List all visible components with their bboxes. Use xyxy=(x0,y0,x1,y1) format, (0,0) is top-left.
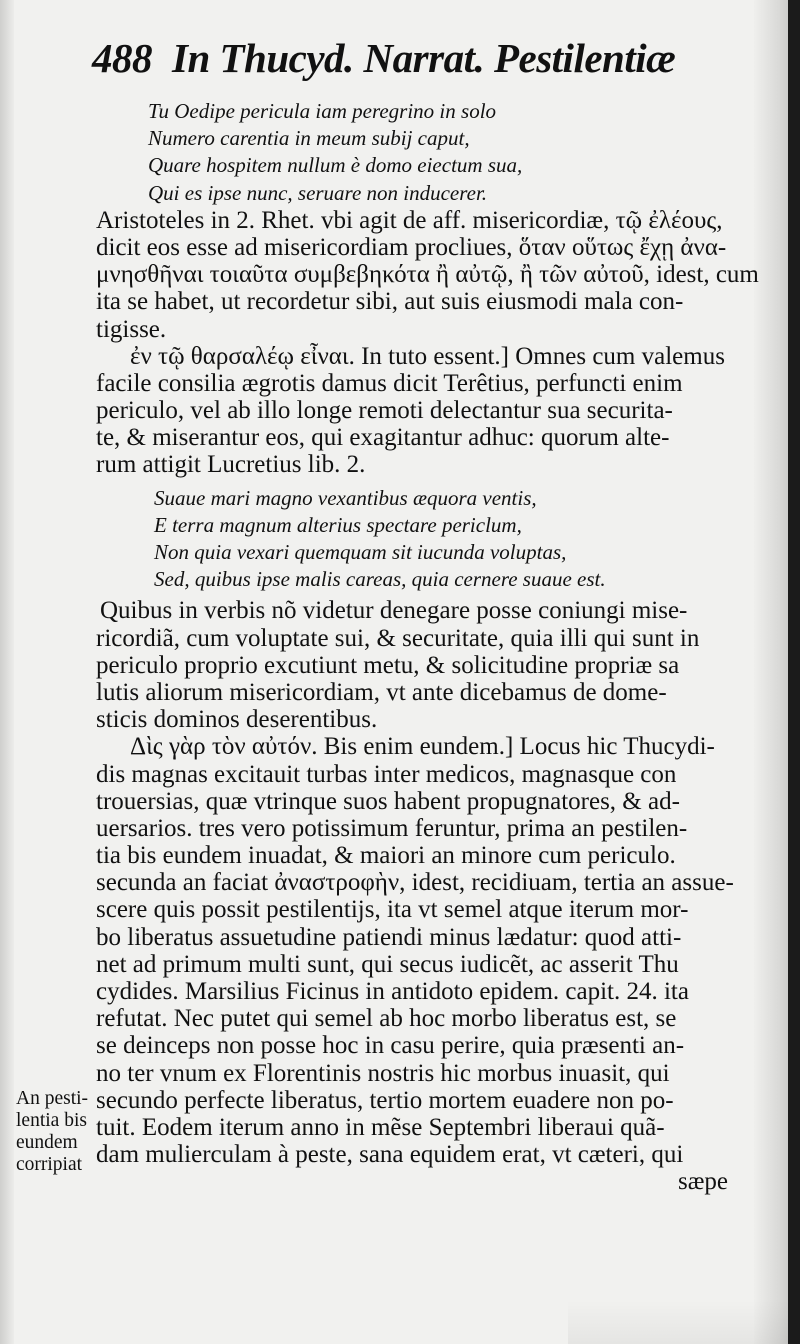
verse-line: Qui es ipse nunc, seruare non inducerer. xyxy=(148,180,488,205)
text-line: tuit. Eodem iterum anno in mẽse Septembri liberaui quã- xyxy=(96,1113,665,1141)
text-line: dam mulierculam à peste, sana equidem erat, vt cæteri, qui xyxy=(96,1141,684,1169)
catchword: sæpe xyxy=(678,1168,728,1196)
running-title: In Thucyd. Narrat. Pestilentiæ xyxy=(172,35,676,81)
text-line: ita se habet, ut recordetur sibi, aut suis eiusmodi mala con- xyxy=(96,288,684,316)
text-line: net ad primum multi sunt, qui secus iudicẽt, ac asserit Thu xyxy=(96,950,679,978)
text-line: scere quis possit pestilentijs, ita vt semel atque iterum mor- xyxy=(96,896,689,924)
verse-line: Tu Oedipe pericula iam peregrino in solo xyxy=(148,99,497,123)
verse-line: Non quia vexari quemquam sit iucunda voluptas, xyxy=(154,540,567,564)
margin-note-line: eundem xyxy=(16,1132,78,1153)
text-line: μνησθῆναι τοιαῦτα συμβεβηκότα ἢ αὐτῷ, ἢ τῶν αὐτοῦ, idest, cum xyxy=(96,261,759,289)
text-line: trouersias, quæ vtrinque suos habent propugnatores, & ad- xyxy=(96,787,680,815)
verse-line: Quare hospitem nullum è domo eiectum sua, xyxy=(148,153,523,178)
margin-note-line: corripiat xyxy=(16,1154,83,1175)
page-header xyxy=(92,34,692,94)
verse-block-oedipus xyxy=(96,98,768,207)
page-number: 488 xyxy=(92,35,152,81)
margin-note-line: lentia bis xyxy=(16,1110,87,1131)
book-edge xyxy=(788,0,800,1344)
text-line: Quibus in verbis nõ videtur denegare posse coniungi mise- xyxy=(100,597,688,625)
margin-note-line: An pesti- xyxy=(16,1088,89,1109)
text-line: tia bis eundem inuadat, & maiori an minore cum periculo. xyxy=(96,842,676,870)
verse-line: Numero carentia in meum subij caput, xyxy=(148,126,470,151)
text-line: uersarios. tres vero potissimum feruntur, prima an pestilen- xyxy=(96,814,688,842)
verse-block-lucretius xyxy=(96,485,768,594)
text-line: Aristoteles in 2. Rhet. vbi agit de aff. misericordiæ, τῷ ἐλέους, xyxy=(96,206,723,234)
verse-line: Sed, quibus ipse malis careas, quia cernere suaue est. xyxy=(154,567,606,592)
paragraph-bis-eundem xyxy=(96,733,768,1195)
verse-line: E terra magnum alterius spectare periclum, xyxy=(154,512,522,537)
paragraph-in-tuto xyxy=(96,343,768,479)
text-line: ricordiã, cum voluptate sui, & securitate, quia illi qui sunt in xyxy=(96,624,700,652)
text-line: dicit eos esse ad misericordiam procliues, ὅταν οὕτως ἔχῃ ἀνα- xyxy=(96,233,727,261)
text-line: refutat. Nec putet qui semel ab hoc morbo liberatus est, se xyxy=(96,1005,677,1033)
page-body xyxy=(96,98,768,1196)
text-line: lutis aliorum misericordiam, vt ante dicebamus de dome- xyxy=(96,678,667,706)
text-line: no ter vnum ex Florentinis nostris hic morbus inuasit, qui xyxy=(96,1059,670,1087)
text-line: cydides. Marsilius Ficinus in antidoto epidem. capit. 24. ita xyxy=(96,978,689,1005)
text-line: ἐν τῷ θαρσαλέῳ εἶναι. In tuto essent.] Omnes cum valemus xyxy=(130,342,725,370)
text-line: tigisse. xyxy=(96,315,167,343)
page-left-edge xyxy=(0,0,14,1344)
text-line: secundo perfecte liberatus, tertio mortem euadere non po- xyxy=(96,1086,674,1114)
text-line: periculo, vel ab illo longe remoti delectantur sua securita- xyxy=(96,397,673,425)
text-line: rum attigit Lucretius lib. 2. xyxy=(96,451,366,479)
verse-line: Suaue mari magno vexantibus æquora ventis, xyxy=(154,485,537,510)
text-line: te, & miserantur eos, qui exagitantur adhuc: quorum alte- xyxy=(96,424,670,452)
text-line: facile consilia ægrotis damus dicit Terêtius, perfuncti enim xyxy=(96,369,683,397)
margin-note xyxy=(16,1088,102,1176)
text-line: dis magnas excitauit turbas inter medicos, magnasque con xyxy=(96,760,677,788)
text-line: bo liberatus assuetudine patiendi minus lædatur: quod atti- xyxy=(96,923,682,951)
paragraph-quibus xyxy=(96,597,768,733)
paragraph-aristotle xyxy=(96,207,768,343)
text-line: sticis dominos deserentibus. xyxy=(96,706,378,734)
page-bottom-shadow xyxy=(568,1300,788,1344)
text-line: periculo proprio excutiunt metu, & solicitudine propriæ sa xyxy=(96,651,680,679)
text-line: secunda an faciat ἀναστροφὴν, idest, recidiuam, tertia an assue- xyxy=(96,869,734,897)
text-line: Δὶς γὰρ τὸν αὐτόν. Bis enim eundem.] Locus hic Thucydi- xyxy=(130,733,715,761)
text-line: se deinceps non posse hoc in casu perire, quia præsenti an- xyxy=(96,1032,685,1060)
